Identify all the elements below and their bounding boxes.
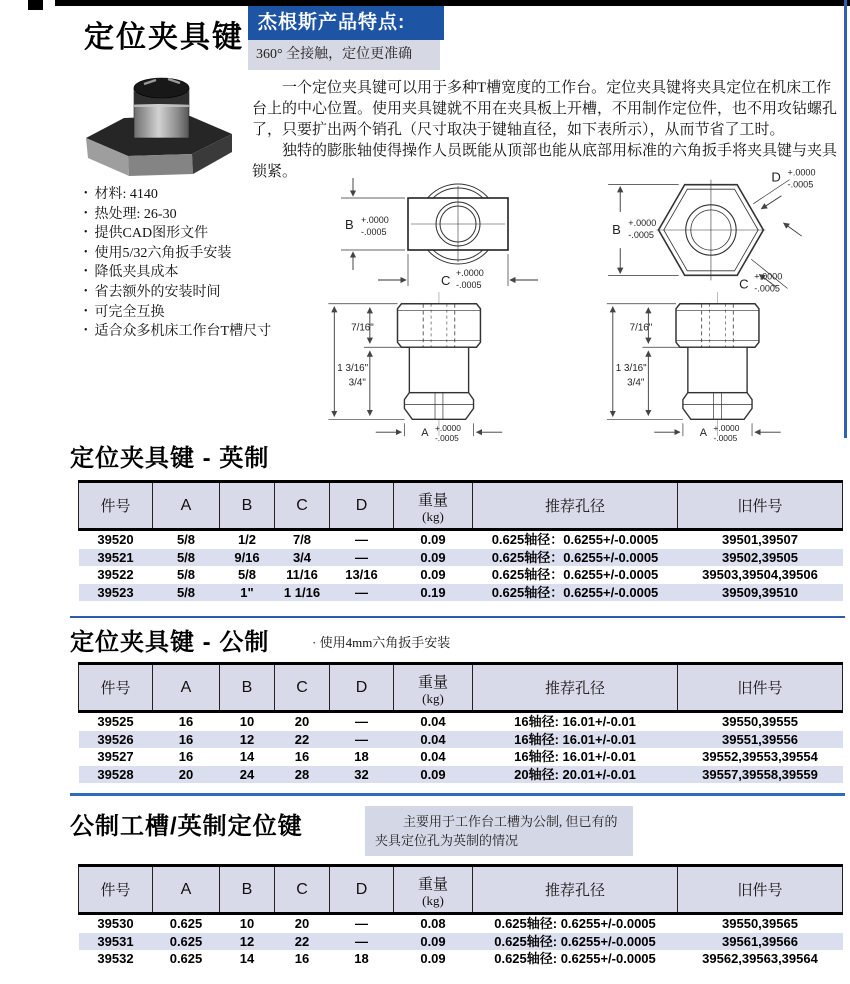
table-cell: 39557,39558,39559 — [702, 766, 818, 782]
svg-text:-.0005: -.0005 — [361, 227, 387, 237]
table-cell: 28 — [294, 766, 310, 782]
dim-a-label: A — [699, 427, 707, 440]
svg-text:3/4": 3/4" — [627, 377, 645, 389]
table-cell: 39521 — [97, 549, 134, 565]
table-cell: — — [355, 714, 368, 729]
table-cell: 1/2 — [237, 532, 257, 547]
table-cell: 39502,39505 — [722, 549, 798, 565]
table-cell: 39552,39553,39554 — [702, 749, 818, 764]
col-d: D — [330, 866, 394, 914]
table-cell: 0.625轴径: 0.6255+/-0.0005 — [494, 916, 656, 931]
table-row — [79, 712, 843, 731]
intro-paragraph-2: 独特的膨胀轴使得操作人员既能从顶部也能从底部用标准的六角扳手将夹具键与夹具锁紧。 — [252, 143, 838, 180]
col-part-number: 件号 — [79, 866, 153, 914]
svg-text:-.0005: -.0005 — [456, 280, 482, 290]
table-cell: — — [355, 584, 368, 600]
intro-paragraph-1: 一个定位夹具键可以用于多种T槽宽度的工作台。定位夹具键将夹具定位在机床工作台上的中心位置。使用夹具键就不用在夹具板上开槽，不用制作定位件，也不用攻钻螺孔了，只要扩出两个销孔（尺寸取决于键轴直径，如下表所示），从而节省了工时。 — [252, 80, 838, 138]
page-title: 定位夹具键 — [84, 21, 244, 54]
table-cell: 39509,39510 — [722, 584, 798, 600]
table-cell: 14 — [239, 749, 255, 764]
metric-table — [78, 662, 843, 783]
usage-note-box — [365, 806, 633, 856]
svg-text:-.0005: -.0005 — [713, 433, 738, 444]
table-cell: 0.625 — [169, 933, 203, 949]
table-cell: 20轴径: 20.01+/-0.01 — [514, 766, 636, 782]
col-old-part-number: 旧件号 — [678, 866, 843, 914]
table-row — [79, 914, 843, 933]
col-recommended-bore: 推荐孔径 — [473, 664, 678, 712]
table-cell: 13/16 — [345, 567, 378, 582]
bullet-item: • 可完全互换 — [84, 304, 334, 324]
table-cell: 0.625 — [169, 916, 203, 931]
section-title-metric-slot: 公制工槽/英制定位键 — [70, 813, 303, 840]
table-cell: 9/16 — [234, 549, 260, 565]
table-cell: 0.625轴径：0.6255+/-0.0005 — [491, 567, 659, 582]
dim-b-label: B — [612, 222, 621, 238]
col-c: C — [275, 866, 330, 914]
svg-text:-.0005: -.0005 — [787, 179, 814, 190]
dim-c-label: C — [739, 276, 749, 292]
table-cell: 22 — [294, 731, 310, 747]
col-a: A — [153, 866, 220, 914]
table-header-row — [79, 866, 843, 914]
table-cell: 39562,39563,39564 — [702, 951, 818, 966]
svg-text:+.0000: +.0000 — [435, 423, 461, 434]
table-cell: 20 — [294, 916, 310, 931]
table-cell: 16轴径: 16.01+/-0.01 — [514, 749, 636, 764]
table-row — [79, 748, 843, 766]
col-part-number: 件号 — [79, 482, 153, 530]
dim-b-label: B — [345, 217, 354, 232]
right-rule — [844, 0, 847, 438]
svg-text:-.0005: -.0005 — [628, 230, 654, 241]
col-b: B — [220, 664, 275, 712]
page-corner-mark — [28, 0, 43, 10]
table-row — [79, 731, 843, 749]
col-d: D — [330, 482, 394, 530]
table-cell: 12 — [239, 933, 255, 949]
table-cell: 16轴径: 16.01+/-0.01 — [514, 731, 636, 747]
col-a: A — [153, 664, 220, 712]
col-recommended-bore: 推荐孔径 — [473, 866, 678, 914]
col-a: A — [153, 482, 220, 530]
table-cell: 20 — [294, 714, 310, 729]
table-cell: 22 — [294, 933, 310, 949]
col-old-part-number: 旧件号 — [678, 482, 843, 530]
table-cell: 0.09 — [420, 951, 446, 966]
top-rule — [55, 0, 850, 6]
bullet-item: • 使用5/32六角扳手安装 — [84, 245, 334, 265]
section-title-imperial: 定位夹具键 - 英制 — [70, 445, 270, 472]
svg-text:+.0000: +.0000 — [754, 271, 783, 282]
col-b: B — [220, 866, 275, 914]
table-cell: 39561,39566 — [722, 933, 798, 949]
table-cell: 39532 — [97, 951, 134, 966]
table-cell: 0.04 — [420, 714, 446, 729]
table-cell: 0.625轴径: 0.6255+/-0.0005 — [494, 933, 656, 949]
svg-text:7/16": 7/16" — [629, 322, 653, 334]
table-cell: 0.625轴径：0.6255+/-0.0005 — [491, 584, 659, 600]
table-row — [79, 933, 843, 951]
table-header-row — [79, 664, 843, 712]
table-row — [79, 530, 843, 549]
table-cell: 5/8 — [237, 567, 257, 582]
table-cell: — — [355, 916, 368, 931]
table-cell: — — [355, 933, 368, 949]
bullet-item: • 提供CAD图形文件 — [84, 225, 334, 245]
table-cell: 0.04 — [420, 731, 446, 747]
table-cell: 5/8 — [176, 549, 196, 565]
col-weight: 重量 (kg) — [394, 664, 473, 712]
table-row — [79, 566, 843, 584]
col-c: C — [275, 482, 330, 530]
table-cell: 20 — [178, 766, 194, 782]
feature-box-subtitle: 360° 全接触，定位更准确 — [248, 40, 440, 70]
svg-text:-.0005: -.0005 — [435, 433, 459, 444]
svg-text:+.0000: +.0000 — [713, 423, 740, 434]
imperial-table — [78, 480, 843, 601]
svg-text:+.0000: +.0000 — [787, 167, 816, 178]
table-cell: 39522 — [97, 567, 134, 582]
svg-text:3/4": 3/4" — [348, 377, 366, 389]
table-cell: 0.625轴径：0.6255+/-0.0005 — [491, 549, 659, 565]
bullet-item: • 降低夹具成本 — [84, 264, 334, 284]
table-cell: 39528 — [97, 766, 134, 782]
section-divider — [70, 616, 845, 618]
table-cell: 14 — [239, 951, 255, 966]
dim-d-label: D — [771, 169, 781, 185]
table-cell: 5/8 — [176, 584, 196, 600]
product-photo — [72, 62, 247, 180]
table-row — [79, 950, 843, 968]
bullet-item: • 材料: 4140 — [84, 186, 334, 206]
col-weight: 重量 (kg) — [394, 866, 473, 914]
table-cell: 11/16 — [286, 567, 318, 582]
table-cell: 32 — [354, 766, 369, 782]
table-cell: 0.09 — [420, 532, 446, 547]
table-row — [79, 549, 843, 567]
table-cell: 39550,39565 — [722, 916, 798, 931]
section-title-metric: 定位夹具键 - 公制 — [70, 629, 270, 656]
table-cell: 5/8 — [176, 532, 196, 547]
side-view-drawing-2 — [588, 286, 843, 449]
table-cell: 39550,39555 — [722, 714, 798, 729]
table-row — [79, 766, 843, 784]
table-cell: 39526 — [97, 731, 134, 747]
svg-text:+.0000: +.0000 — [361, 215, 389, 225]
table-cell: 10 — [239, 714, 255, 729]
col-d: D — [330, 664, 394, 712]
table-cell: 39501,39507 — [722, 532, 798, 547]
col-c: C — [275, 664, 330, 712]
bullet-item: • 省去额外的安装时间 — [84, 284, 334, 304]
usage-note-line1: 主要用于工作台工槽为公制, 但已有的 — [403, 814, 618, 829]
table-cell: 0.04 — [420, 749, 446, 764]
table-cell: 7/8 — [292, 532, 312, 547]
dim-a-label: A — [421, 427, 429, 440]
table-cell: 39520 — [97, 532, 134, 547]
table-cell: 0.625轴径: 0.6255+/-0.0005 — [494, 951, 656, 966]
table-cell: 0.08 — [420, 916, 446, 931]
table-cell: — — [355, 532, 368, 547]
table-cell: 3/4 — [292, 549, 312, 565]
side-view-drawing-1 — [318, 286, 556, 449]
svg-text:7/16": 7/16" — [351, 322, 374, 334]
table-cell: 39531 — [97, 933, 134, 949]
col-recommended-bore: 推荐孔径 — [473, 482, 678, 530]
table-header-row — [79, 482, 843, 530]
svg-text:+.0000: +.0000 — [456, 268, 484, 278]
dim-c-label: C — [441, 273, 451, 288]
table-cell: 1" — [240, 584, 254, 600]
feature-bullet-list — [84, 186, 334, 343]
bullet-item: • 热处理: 26-30 — [84, 206, 334, 226]
table-cell: 39551,39556 — [722, 731, 798, 747]
table-cell: 0.09 — [420, 933, 446, 949]
table-cell: 1 1/16 — [283, 584, 321, 600]
table-cell: 16轴径: 16.01+/-0.01 — [514, 714, 636, 729]
table-cell: 39523 — [97, 584, 134, 600]
rect-key-top-view — [322, 166, 574, 299]
table-cell: 39525 — [97, 714, 134, 729]
col-old-part-number: 旧件号 — [678, 664, 843, 712]
table-cell: 39503,39504,39506 — [702, 567, 818, 582]
feature-box-title: 杰根斯产品特点: — [248, 6, 444, 40]
table-cell: 16 — [294, 749, 310, 764]
section-divider — [70, 793, 845, 796]
table-cell: 0.625 — [169, 951, 203, 966]
table-cell: 18 — [354, 749, 369, 764]
table-cell: 16 — [178, 714, 194, 729]
table-cell: 16 — [178, 749, 194, 764]
svg-text:+.0000: +.0000 — [628, 217, 657, 228]
table-cell: 0.625轴径：0.6255+/-0.0005 — [491, 532, 659, 547]
table-cell: 16 — [294, 951, 310, 966]
col-b: B — [220, 482, 275, 530]
svg-text:1 3/16": 1 3/16" — [615, 362, 647, 374]
col-weight: 重量 (kg) — [394, 482, 473, 530]
col-part-number: 件号 — [79, 664, 153, 712]
table-cell: 0.09 — [420, 549, 446, 565]
metric-install-note: · 使用4mm六角扳手安装 — [312, 635, 451, 650]
table-cell: 10 — [239, 916, 255, 931]
table-cell: 0.09 — [420, 567, 446, 582]
table-cell: 16 — [178, 731, 194, 747]
table-cell: 39530 — [97, 916, 134, 931]
table-cell: — — [355, 549, 368, 565]
table-cell: 0.19 — [420, 584, 446, 600]
table-cell: 39527 — [97, 749, 134, 764]
table-cell: 12 — [239, 731, 255, 747]
table-row — [79, 584, 843, 602]
table-cell: 18 — [354, 951, 369, 966]
table-cell: — — [355, 731, 368, 747]
usage-note-line2: 夹具定位孔为英制的情况 — [375, 833, 519, 848]
table-cell: 0.09 — [420, 766, 446, 782]
hex-key-top-view — [592, 163, 844, 300]
metric-slot-table — [78, 864, 843, 968]
svg-text:-.0005: -.0005 — [754, 283, 780, 294]
bullet-item: • 适合众多机床工作台T槽尺寸 — [84, 323, 334, 343]
table-cell: 5/8 — [176, 567, 196, 582]
table-cell: 24 — [239, 766, 255, 782]
svg-text:1 3/16": 1 3/16" — [337, 362, 369, 374]
